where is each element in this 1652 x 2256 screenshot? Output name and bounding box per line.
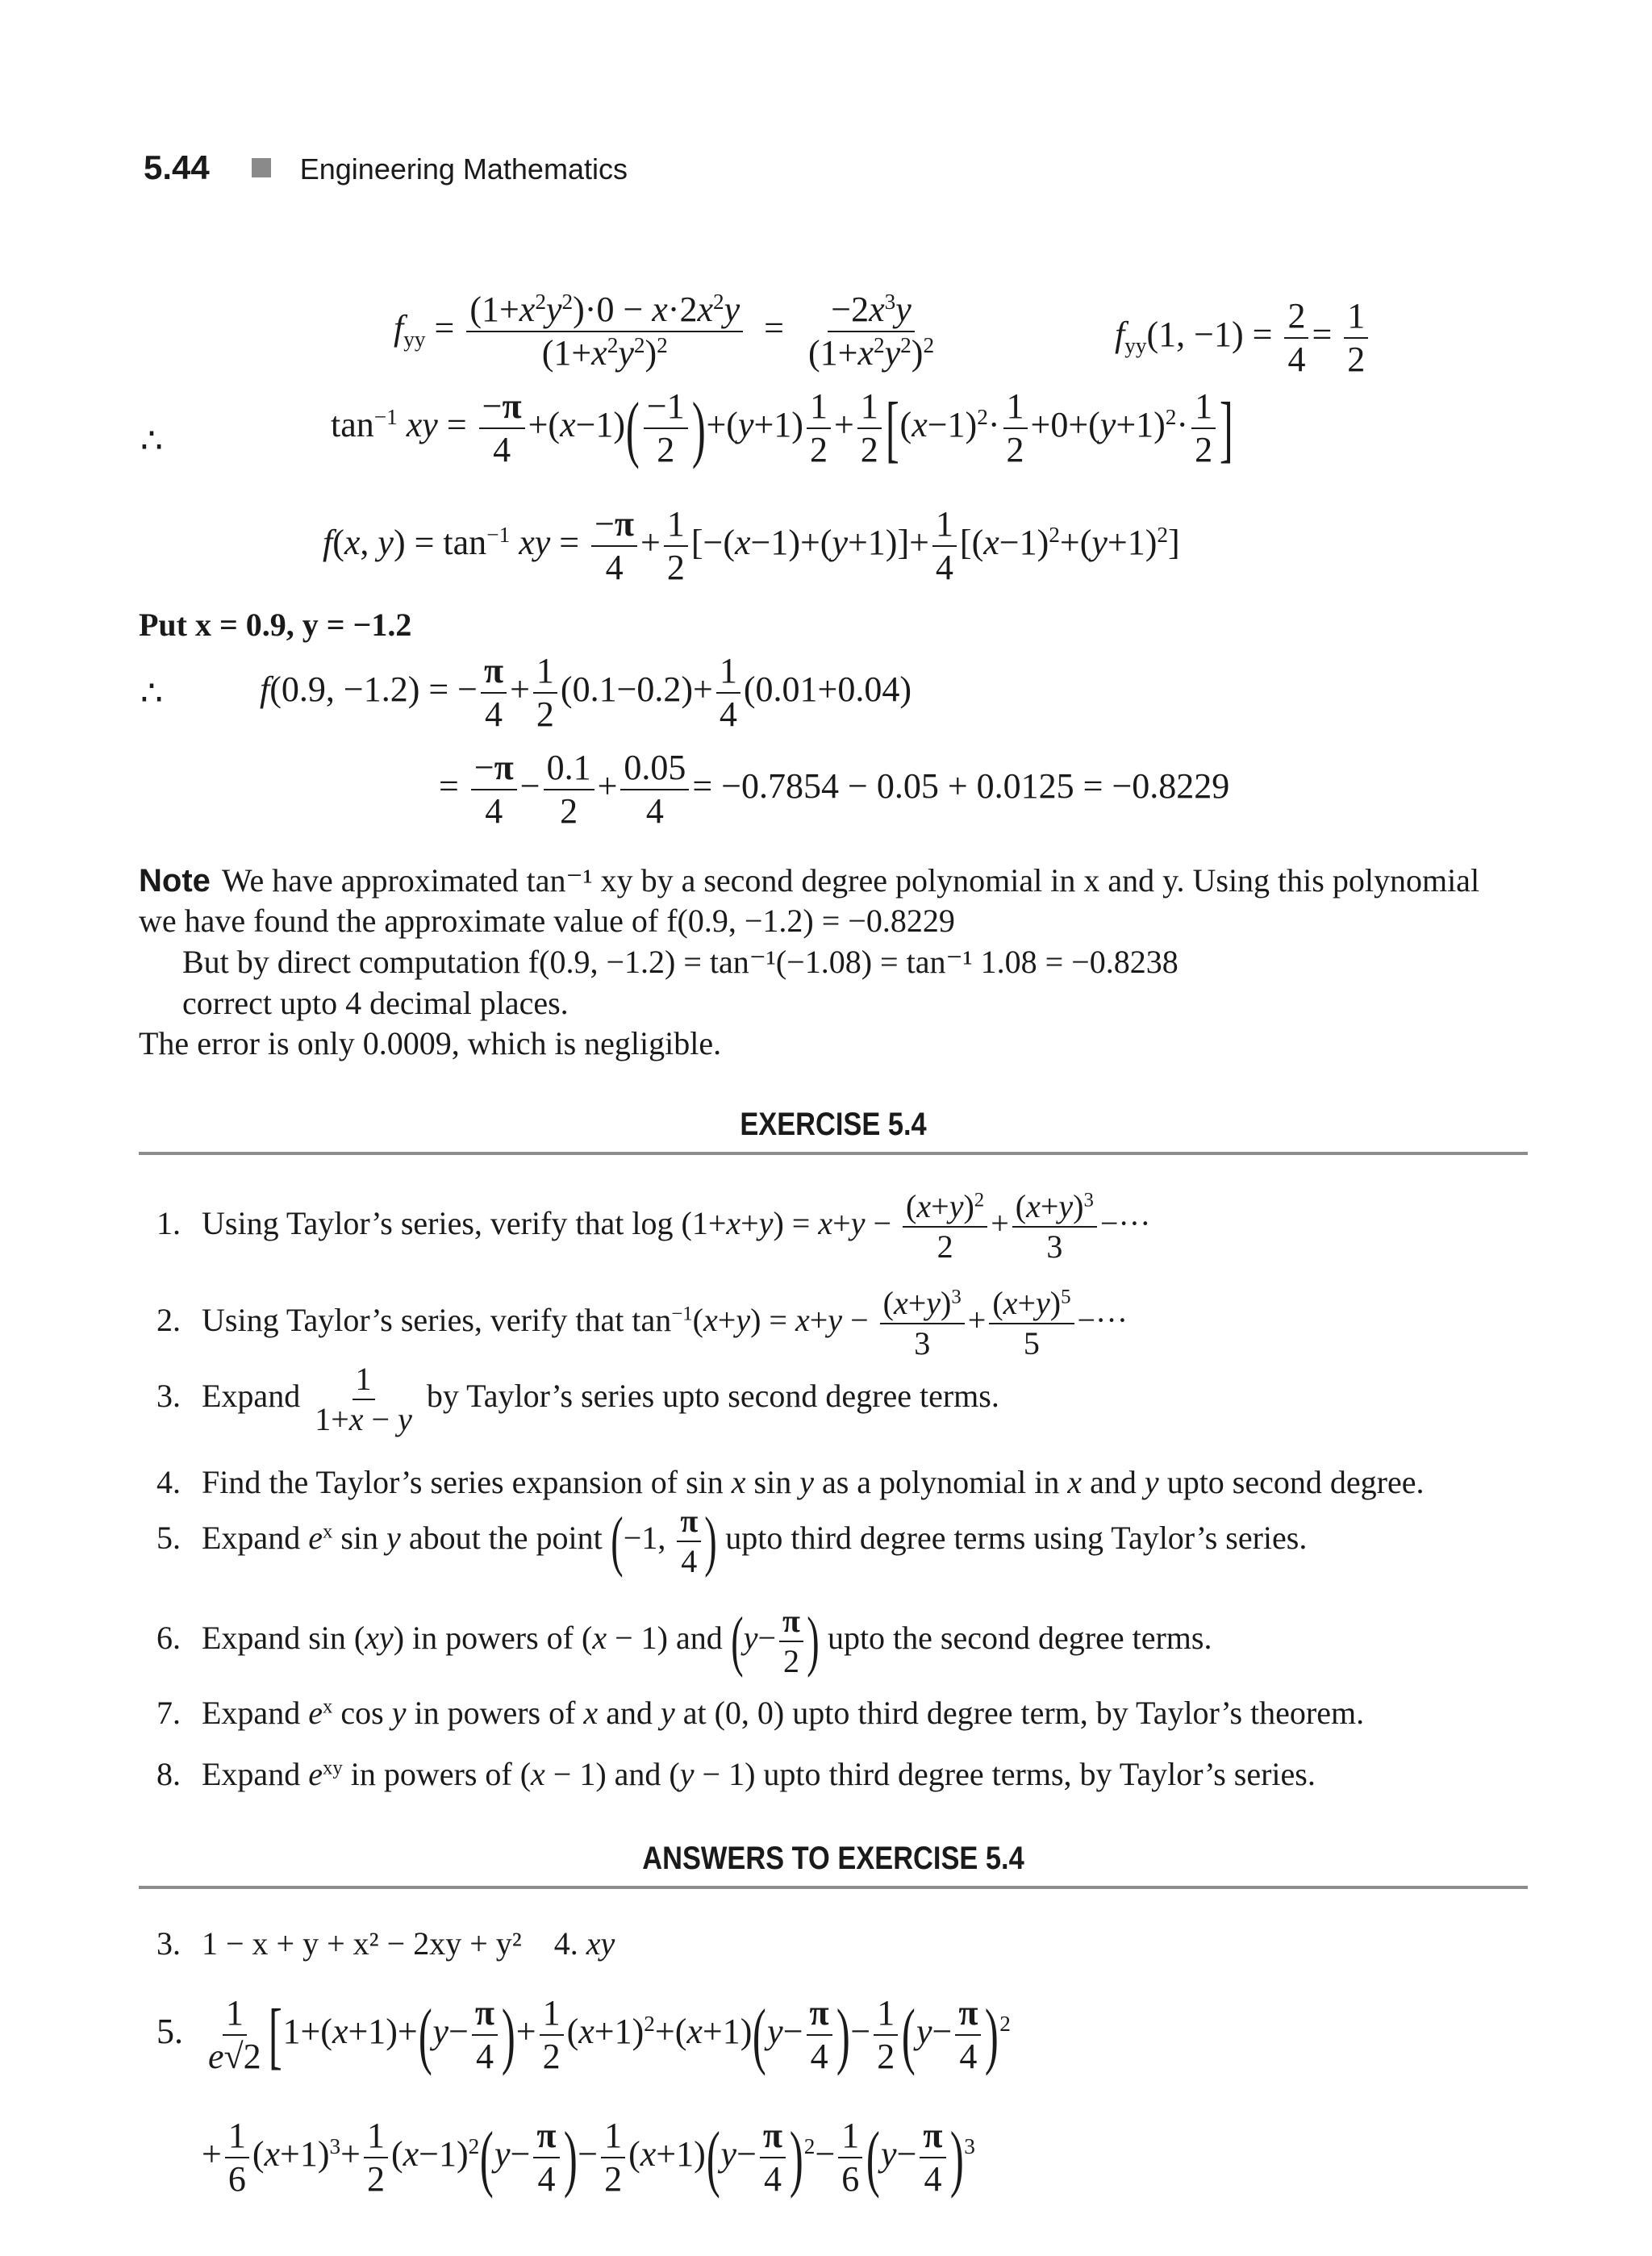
- equation-f-value: f(0.9, −1.2) = − $\frac{\pi}{4}$ + $\frac{1}{2}$ (0.1−0.2)+ $\frac{1}{4}$ (0.01+0.04): [260, 651, 912, 734]
- exercise-rule: [139, 1152, 1528, 1155]
- note-text-1: We have approximated tan⁻¹ xy by a second degree polynomial in x and y. Using this polynomial: [221, 862, 1480, 899]
- header-square-icon: [252, 158, 271, 177]
- page-number: 5.44: [144, 148, 210, 186]
- book-title: Engineering Mathematics: [299, 152, 628, 186]
- note-line-1: [139, 862, 1480, 899]
- exercise-problem-3: 3. Expand $\frac{1}{1+x - y}$ by Taylor’s series upto second degree terms.: [156, 1361, 999, 1437]
- equation-fyy-value: $f_{yy}(1$, −1) = $\frac{2}{4}$ = $\frac{1}{2}$: [1115, 298, 1371, 377]
- put-statement: Put x = 0.9, y = −1.2: [139, 607, 412, 643]
- note-line-3: But by direct computation f(0.9, −1.2) = tan⁻¹(−1.08) = tan⁻¹ 1.08 = −0.8238: [182, 944, 1179, 980]
- answer-4-num: 4.: [553, 1925, 578, 1962]
- equation-fxy: f(x, $y) = \tan^{-1}$ xy = $\frac{-\pi}{4}$ + $\frac{1}{2}$ [−(x−1)+(y+1)]+ $\frac{1}{4}$ $[(x-1)^2+(y+1)^2]$: [323, 504, 1180, 587]
- answers-rule: [139, 1886, 1528, 1889]
- answer-3-4: 3. 1 − x + y + x² − 2xy + y² 4. xy: [156, 1925, 615, 1962]
- answers-heading: ANSWERS TO EXERCISE 5.4: [642, 1841, 1024, 1876]
- answer-5-line-2: + $\frac{1}{6}$ $(x+1)^3+$ $\frac{1}{2}$ $(x-1)^2(y-$ $\frac{\pi}{4}$ )− $\frac{1}{2}$ (x+1)(y− $\frac{\pi}{4}$ )$^2$− $\frac{1}{6}$ (y− $\frac{\pi}{4}$ )$^3$: [202, 2116, 975, 2199]
- answer-3: 1 − x + y + x² − 2xy + y²: [202, 1925, 522, 1962]
- running-header: [144, 148, 628, 187]
- equation-f-result: = $\frac{-\pi}{4}$ − $\frac{0.1}{2}$ + $\frac{0.05}{4}$ = −0.7854 − 0.05 + 0.0125 = −0.8229: [439, 748, 1230, 831]
- note-line-4: correct upto 4 decimal places.: [182, 985, 569, 1021]
- exercise-problem-2: 2. Using Taylor’s series, verify that $\tan^{-1}(x+y) = x+y$ − $\frac{(x+y)^3}{3}$ + $\frac{(x+y)^5}{5}$ −···: [156, 1285, 1128, 1362]
- exercise-problem-5: 5. Expand $e^x$ sin y about the point (−1, $\frac{\pi}{4}$ ) upto third degree terms using Taylor’s series.: [156, 1503, 1308, 1579]
- answer-4: xy: [586, 1925, 615, 1962]
- exercise-problem-6: 6. Expand sin (xy) in powers of (x − 1) and (y− $\frac{\pi}{2}$ ) upto the second degree terms.: [156, 1603, 1212, 1679]
- note-label: Note: [139, 863, 211, 899]
- therefore-symbol: ∴: [140, 421, 163, 461]
- therefore-symbol-2: ∴: [140, 673, 163, 713]
- equation-taylor-expansion: $\tan^{-1}$ xy = $\frac{-\pi}{4}$ +(x−1)( $\frac{-1}{2}$ )+(y+1) $\frac{1}{2}$ + $\frac{1}{2}$ [$(x-1)^2\cdot$ $\frac{1}{2}$ $+0+(y+1)^2\cdot$ $\frac{1}{2}$ ]: [331, 386, 1233, 469]
- equation-fyy: $f_{yy}$ = $\frac{(1+x^2y^2)\cdot 0 - x\cdot 2x^2y}{(1+x^2y^2)^2}$ = $\frac{-2x^3y}{(1+x^2y^2)^2}$: [394, 290, 935, 373]
- exercise-heading: EXERCISE 5.4: [740, 1107, 927, 1142]
- note-line-5: The error is only 0.0009, which is negligible.: [139, 1025, 722, 1061]
- exercise-problem-7: 7. Expand $e^x$ cos y in powers of x and y at (0, 0) upto third degree term, by Taylor’s theorem.: [156, 1695, 1365, 1731]
- exercise-problem-8: 8. Expand $e^{xy}$ in powers of (x − 1) and (y − 1) upto third degree terms, by Taylor’s series.: [156, 1756, 1316, 1792]
- exercise-problem-4: 4. Find the Taylor’s series expansion of sin x sin y as a polynomial in x and y upto second degree.: [156, 1464, 1425, 1500]
- answer-5-line-1: 5. $\frac{1}{e√2}$ [1+(x+1)+(y− $\frac{\pi}{4}$ )+ $\frac{1}{2}$ $(x+1)^2+(x+1)(y-$ $\frac{\pi}{4}$ )− $\frac{1}{2}$ (y− $\frac{\pi}{4}$ )$^2$: [156, 1993, 1011, 2076]
- note-line-2: we have found the approximate value of f(0.9, −1.2) = −0.8229: [139, 903, 955, 939]
- exercise-problem-1: 1. Using Taylor’s series, verify that log (1+x+y) = x+y − $\frac{(x+y)^2}{2}$ + $\frac{(x+y)^3}{3}$ −···: [156, 1188, 1151, 1265]
